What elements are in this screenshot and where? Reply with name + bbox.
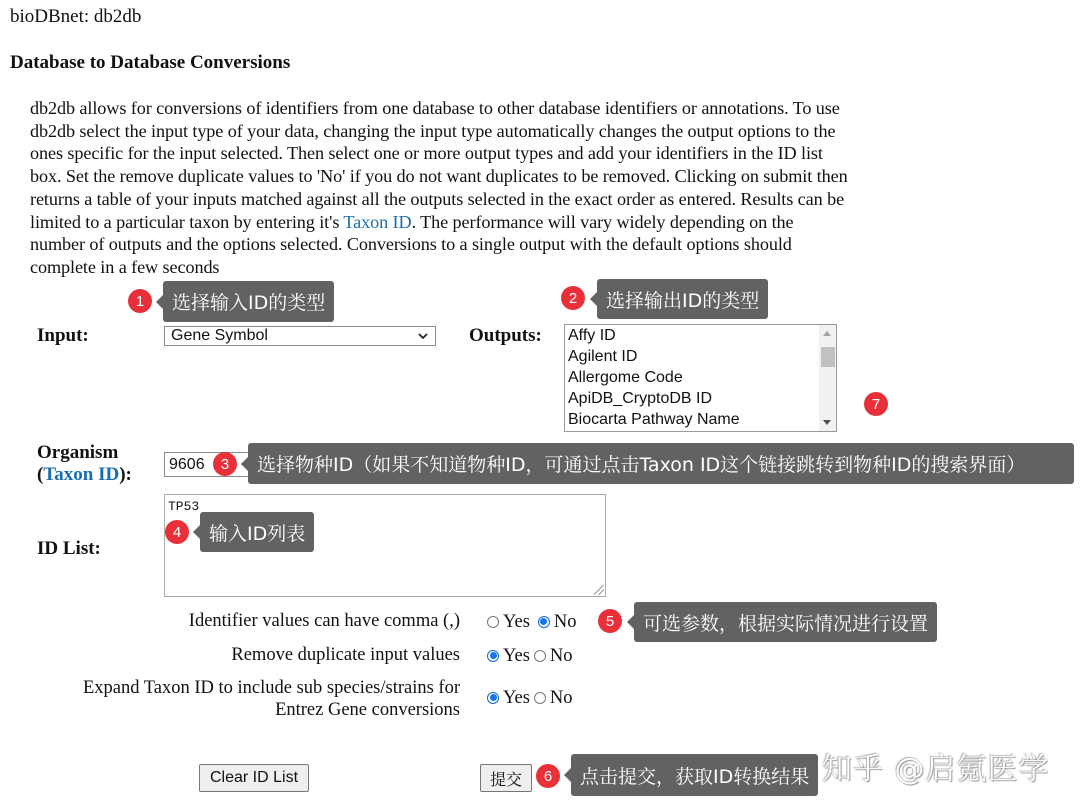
id-list-value: TP53 [168, 499, 200, 514]
annotation-callout-3: 选择物种ID（如果不知道物种ID，可通过点击Taxon ID这个链接跳转到物种ID的搜索界面） [248, 443, 1074, 484]
scroll-up-arrow-icon[interactable] [823, 331, 831, 336]
annotation-badge-5: 5 [598, 609, 622, 633]
watermark: 知乎 @启氪医学 [822, 752, 1050, 787]
input-label: Input: [37, 325, 89, 346]
option-comma-radios [487, 612, 585, 633]
output-option[interactable]: Affy ID [568, 327, 616, 344]
output-option[interactable]: Agilent ID [568, 348, 638, 365]
taxon-id-link[interactable]: Taxon ID [43, 464, 120, 485]
organism-label-text: Organism [37, 442, 119, 463]
radio-label-yes: Yes [503, 612, 530, 632]
annotation-callout-6: 点击提交，获取ID转换结果 [571, 754, 818, 796]
option-expand-label-line1: Expand Taxon ID to include sub species/strains for [82, 678, 460, 698]
annotation-badge-1: 1 [128, 289, 152, 313]
radio-expand-yes[interactable] [487, 692, 499, 704]
radio-label-no: No [549, 688, 573, 708]
organism-label [37, 442, 132, 486]
radio-comma-yes[interactable] [487, 616, 499, 628]
option-expand-radios [487, 688, 581, 709]
paren-close: ): [119, 464, 132, 485]
site-title: bioDBnet: db2db [10, 6, 142, 27]
scroll-down-arrow-icon[interactable] [823, 420, 831, 425]
intro-paragraph [30, 97, 850, 279]
outputs-scrollbar[interactable] [819, 325, 836, 431]
radio-expand-no[interactable] [534, 692, 546, 704]
option-expand-label-line2: Entrez Gene conversions [275, 700, 460, 720]
taxon-id-input[interactable]: 9606 [164, 452, 374, 477]
option-expand-label [83, 677, 460, 721]
annotation-badge-3: 3 [213, 452, 237, 476]
annotation-badge-2: 2 [561, 286, 585, 310]
input-type-value: Gene Symbol [171, 327, 268, 344]
outputs-label: Outputs: [469, 325, 542, 346]
option-comma-label: Identifier values can have comma (,) [188, 611, 460, 631]
intro-text-1: db2db allows for conversions of identifiers from one database to other database identifiers or annotations. To use db2db select the input type of your data, changing the input type automatically changes the output options to the ones specific for the input selected. Then select one or more output types and add your identifiers in the ID list box. Set the remove duplicate values to 'No' if you do not want duplicates to be removed. Clicking on submit then returns a table of your inputs matched against all the outputs selected in the exact order as entered. Results can be limited to a particular taxon by entering it's [30, 98, 848, 232]
clear-id-list-button[interactable]: Clear ID List [199, 764, 309, 792]
idlist-label: ID List: [37, 538, 101, 559]
annotation-callout-1: 选择输入ID的类型 [163, 281, 334, 322]
scroll-thumb[interactable] [821, 347, 835, 367]
output-option[interactable]: ApiDB_CryptoDB ID [568, 390, 713, 407]
taxon-id-link-intro[interactable]: Taxon ID [343, 211, 412, 232]
radio-duplicates-no[interactable] [534, 650, 546, 662]
intro-text-2: . The performance will vary widely depending on the number of outputs and the options selected. Conversions to a single output with the default options should complete in a few seconds [30, 211, 794, 277]
annotation-badge-4: 4 [165, 520, 189, 544]
radio-duplicates-yes[interactable] [487, 650, 499, 662]
annotation-callout-4: 输入ID列表 [200, 512, 314, 552]
radio-label-yes: Yes [503, 646, 530, 666]
annotation-badge-7: 7 [864, 392, 888, 416]
option-duplicates-radios [487, 646, 581, 667]
chevron-down-icon [417, 330, 429, 342]
resize-grip-icon[interactable] [594, 585, 604, 595]
paren-open: ( [37, 464, 44, 485]
radio-label-no: No [553, 612, 577, 632]
annotation-badge-6: 6 [536, 764, 560, 788]
input-type-select[interactable] [164, 326, 436, 346]
annotation-callout-5: 可选参数，根据实际情况进行设置 [634, 602, 937, 642]
annotation-callout-2: 选择输出ID的类型 [597, 279, 768, 319]
radio-label-yes: Yes [503, 688, 530, 708]
page-heading: Database to Database Conversions [10, 52, 291, 73]
outputs-listbox[interactable] [564, 324, 837, 432]
output-option[interactable]: Biocarta Pathway Name [568, 411, 740, 428]
output-option[interactable]: Allergome Code [568, 369, 683, 386]
radio-comma-no[interactable] [538, 616, 550, 628]
radio-label-no: No [549, 646, 573, 666]
option-duplicates-label: Remove duplicate input values [231, 645, 460, 665]
submit-button[interactable]: 提交 [480, 764, 532, 792]
